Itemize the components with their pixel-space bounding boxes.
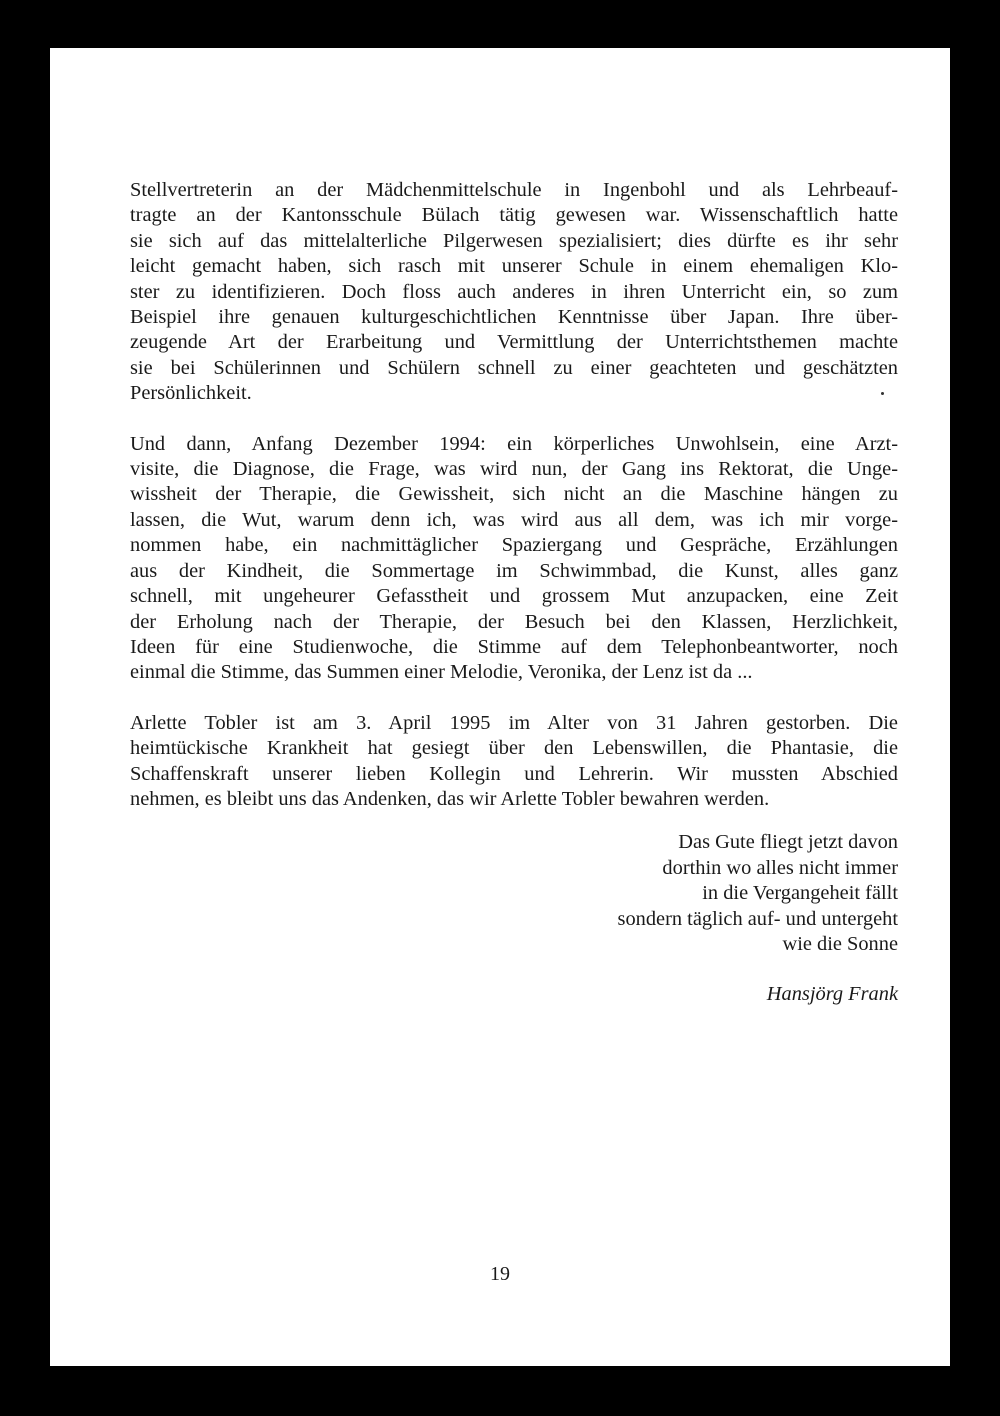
text-line: tragte an der Kantonsschule Bülach tätig gewesen war. Wissenschaftlich hatte	[130, 204, 898, 227]
text-line: nommen habe, ein nachmittäglicher Spaziergang und Gespräche, Erzählungen	[130, 534, 898, 557]
text-line: schnell, mit ungeheurer Gefasstheit und grossem Mut anzupacken, eine Zeit	[130, 585, 898, 608]
text-line: leicht gemacht haben, sich rasch mit unserer Schule in einem ehemaligen Klo-	[130, 255, 898, 278]
poem-line: sondern täglich auf- und untergeht	[617, 907, 898, 930]
text-line: aus der Kindheit, die Sommertage im Schwimmbad, die Kunst, alles ganz	[130, 559, 898, 582]
poem	[130, 830, 898, 957]
poem-line: dorthin wo alles nicht immer	[662, 856, 898, 879]
text-line: sie sich auf das mittelalterliche Pilgerwesen spezialisiert; dies dürfte es ihr sehr	[130, 229, 898, 252]
poem-line: wie die Sonne	[782, 932, 898, 955]
text-line: Ideen für eine Studienwoche, die Stimme auf dem Telephonbeantworter, noch	[130, 635, 898, 658]
signature-gap	[130, 957, 898, 982]
text-line: zeugende Art der Erarbeitung und Vermittlung der Unterrichtsthemen machte	[130, 331, 898, 354]
text-line: lassen, die Wut, warum denn ich, was wird aus all dem, was ich mir vorge-	[130, 508, 898, 531]
paragraph-1	[130, 178, 898, 407]
text-line: wissheit der Therapie, die Gewissheit, sich nicht an die Maschine hängen zu	[130, 483, 898, 506]
text-line: der Erholung nach der Therapie, der Besuch bei den Klassen, Herzlichkeit,	[130, 610, 898, 633]
paragraph-2	[130, 432, 898, 686]
text-line: Arlette Tobler ist am 3. April 1995 im Alter von 31 Jahren gestorben. Die	[130, 711, 898, 734]
text-line: Persönlichkeit.	[130, 382, 252, 405]
paragraph-3	[130, 711, 898, 813]
text-line: einmal die Stimme, das Summen einer Melodie, Veronika, der Lenz ist da ...	[130, 661, 753, 684]
signature: Hansjörg Frank	[766, 983, 898, 1006]
text-line: Schaffenskraft unserer lieben Kollegin und Lehrerin. Wir mussten Abschied	[130, 762, 898, 785]
text-line: ster zu identifizieren. Doch floss auch anderes in ihren Unterricht ein, so zum	[130, 280, 898, 303]
text-line: nehmen, es bleibt uns das Andenken, das wir Arlette Tobler bewahren werden.	[130, 787, 770, 810]
paragraph-gap	[130, 407, 898, 432]
text-line: Stellvertreterin an der Mädchenmittelschule in Ingenbohl und als Lehrbeauf-	[130, 179, 898, 201]
text-line: heimtückische Krankheit hat gesiegt über den Lebenswillen, die Phantasie, die	[130, 737, 898, 760]
text-line: visite, die Diagnose, die Frage, was wird nun, der Gang ins Rektorat, die Unge-	[130, 458, 898, 481]
poem-line: in die Vergangeheit fällt	[702, 882, 898, 905]
page-content	[130, 178, 898, 1008]
paragraph-gap	[130, 686, 898, 711]
text-line: Beispiel ihre genauen kulturgeschichtlichen Kenntnisse über Japan. Ihre über-	[130, 306, 898, 329]
text-line: Und dann, Anfang Dezember 1994: ein körperliches Unwohlsein, eine Arzt-	[130, 432, 898, 455]
document-page	[50, 48, 950, 1366]
poem-line: Das Gute fliegt jetzt davon	[678, 831, 898, 854]
text-line: sie bei Schülerinnen und Schülern schnell zu einer geachteten und geschätzten	[130, 356, 898, 379]
page-number: 19	[490, 1263, 510, 1285]
poem-gap	[130, 812, 898, 830]
